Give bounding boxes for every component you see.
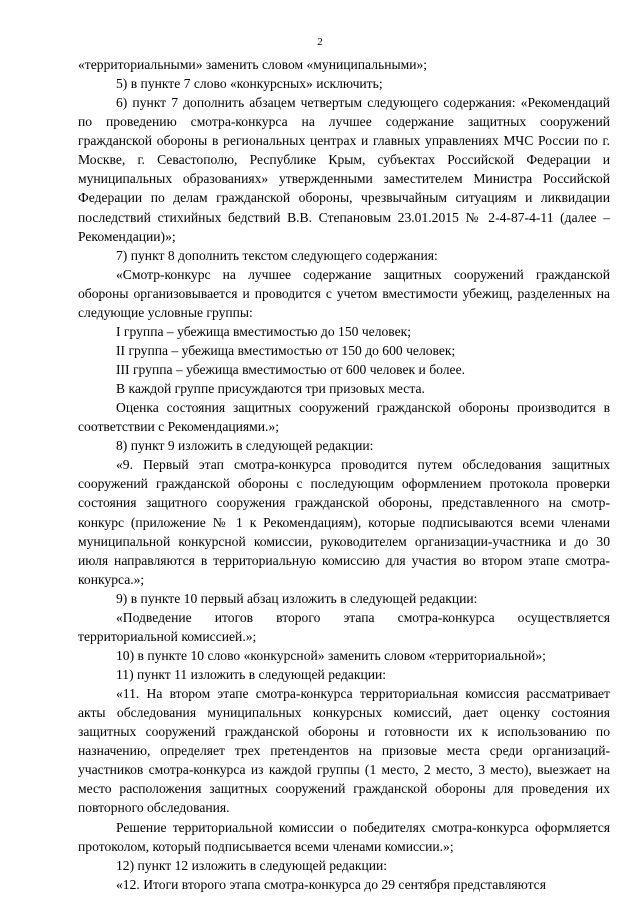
paragraph: II группа – убежища вместимостью от 150 до 600 человек; [116, 342, 456, 358]
paragraph: 10) в пункте 10 слово «конкурсной» заменить словом «территориальной»; [116, 647, 546, 663]
paragraph: 7) пункт 8 дополнить текстом следующего содержания: [116, 247, 438, 263]
paragraph: 8) пункт 9 изложить в следующей редакции: [116, 438, 374, 454]
paragraph: «территориальными» заменить словом «муниципальными»; [78, 57, 428, 72]
paragraph: I группа – убежища вместимостью до 150 человек; [116, 323, 412, 339]
document-body [78, 55, 610, 894]
paragraph: 6) пункт 7 дополнить абзацем четвертым следующего содержания: «Рекомендаций по проведению смотра-конкурса на лучшее содержание защитных сооружений гражданской обороны в региональных центрах и главных управлениях МЧС России по г. Москве, г. Севастополю, Республике Крым, субъектах Российской Федерации и муниципальных образованиях» утвержденными заместителем Министра Российской Федерации по делам гражданской обороны, чрезвычайным ситуациям и ликвидации последствий стихийных бедствий В.В. Степановым 23.01.2015 № 2-4-87-4-11 (далее – Рекомендации)»; [78, 95, 610, 244]
page-number: 2 [317, 36, 323, 48]
paragraph: «11. На втором этапе смотра-конкурса территориальная комиссия рассматривает акты обследования муниципальных конкурсных комиссий, дает оценку состояния защитных сооружений гражданской обороны и готовности их к использованию по назначению, определяет трех претендентов на призовые места среди организаций-участников смотра-конкурса из каждой группы (1 место, 2 место, 3 место), выезжает на место расположения защитных сооружений гражданской обороны для проведения их повторного обследования. [78, 686, 610, 816]
paragraph: «9. Первый этап смотра-конкурса проводится путем обследования защитных сооружений гражданской обороны с последующим оформлением протокола проверки состояния защитного сооружения гражданской обороны, представленного на смотр-конкурс (приложение № 1 к Рекомендациям), которые подписываются всеми членами муниципальной конкурсной комиссии, руководителем организации-участника и до 30 июля направляются в территориальную комиссию для участия во втором этапе смотра-конкурса.»; [78, 457, 610, 587]
paragraph: «12. Итоги второго этапа смотра-конкурса до 29 сентября представляются [116, 876, 546, 892]
paragraph: 11) пункт 11 изложить в следующей редакции: [116, 667, 387, 682]
paragraph: Решение территориальной комиссии о победителях смотра-конкурса оформляется протоколом, который подписывается всеми членами комиссии.»; [78, 819, 610, 854]
paragraph: 12) пункт 12 изложить в следующей редакции: [116, 857, 388, 873]
paragraph: 5) в пункте 7 слово «конкурсных» исключить; [116, 76, 383, 92]
paragraph: «Смотр-конкурс на лучшее содержание защитных сооружений гражданской обороны организовывается и проводится с учетом вместимости убежищ, разделенных на следующие условные группы: [78, 266, 610, 320]
paragraph: III группа – убежища вместимостью от 600 человек и более. [116, 362, 466, 377]
paragraph: Оценка состояния защитных сооружений гражданской обороны производится в соответствии с Рекомендациями.»; [78, 400, 610, 435]
paragraph: «Подведение итогов второго этапа смотра-конкурса осуществляется территориальной комиссией.»; [78, 609, 610, 644]
paragraph: 9) в пункте 10 первый абзац изложить в следующей редакции: [116, 590, 478, 606]
paragraph: В каждой группе присуждаются три призовых места. [116, 381, 425, 397]
